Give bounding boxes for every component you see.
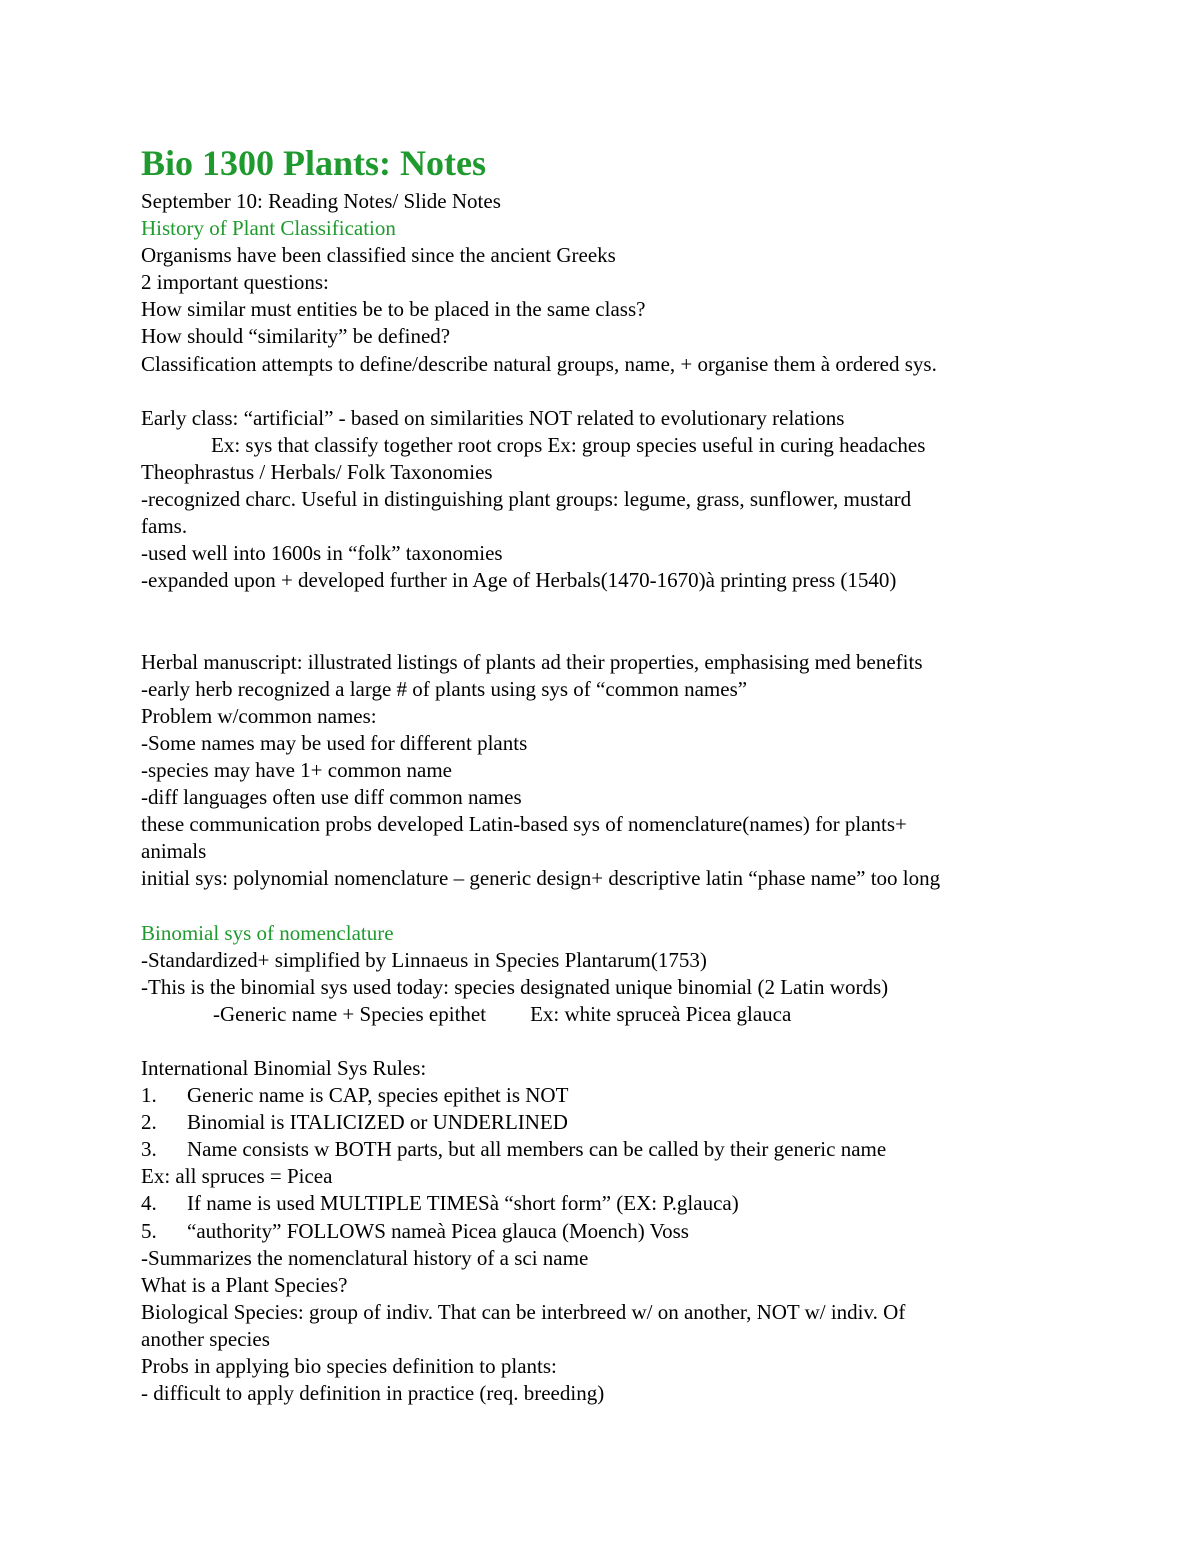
document-page	[141, 140, 1141, 1407]
text-line: Early class: “artificial” - based on similarities NOT related to evolutionary relations	[141, 405, 845, 430]
generic-name-note: -Generic name + Species epithet	[213, 1001, 487, 1026]
subtitle: September 10: Reading Notes/ Slide Notes	[141, 189, 501, 213]
text-line: - difficult to apply definition in practice (req. breeding)	[141, 1381, 605, 1406]
rule-number: 3.	[141, 1137, 157, 1162]
text-line: What is a Plant Species?	[141, 1272, 348, 1297]
rule-text: If name is used MULTIPLE TIMESà “short form” (EX: P.glauca)	[187, 1191, 739, 1216]
numbered-rule	[141, 1218, 1141, 1245]
text-line: -species may have 1+ common name	[141, 757, 452, 782]
numbered-rule	[141, 1082, 1141, 1109]
text-line: Herbal manuscript: illustrated listings of plants ad their properties, emphasising med benefits	[141, 649, 923, 674]
text-line: these communication probs developed Latin-based sys of nomenclature(names) for plants+	[141, 812, 907, 837]
page-title: Bio 1300 Plants: Notes	[141, 143, 486, 183]
text-line: How should “similarity” be defined?	[141, 324, 451, 349]
text-line: Probs in applying bio species definition to plants:	[141, 1354, 557, 1379]
indented-example-line: Ex: sys that classify together root crops Ex: group species useful in curing headaches	[211, 432, 926, 457]
text-line: another species	[141, 1326, 270, 1351]
text-line: Ex: all spruces = Picea	[141, 1164, 333, 1189]
section-heading-binomial: Binomial sys of nomenclature	[141, 920, 394, 945]
spacer	[141, 378, 1141, 405]
text-line: -diff languages often use diff common names	[141, 785, 522, 810]
spacer	[141, 622, 1141, 649]
rules-heading: International Binomial Sys Rules:	[141, 1056, 427, 1080]
text-line: Organisms have been classified since the ancient Greeks	[141, 243, 616, 268]
text-line: -Standardized+ simplified by Linnaeus in Species Plantarum(1753)	[141, 947, 707, 972]
spacer	[141, 1028, 1141, 1055]
rule-number: 4.	[141, 1191, 157, 1216]
indented-example-line	[141, 1001, 1141, 1028]
rule-text: “authority” FOLLOWS nameà Picea glauca (Moench) Voss	[187, 1218, 689, 1243]
spacer	[141, 594, 1141, 621]
rule-text: Name consists w BOTH parts, but all members can be called by their generic name	[187, 1137, 887, 1162]
rule-number: 2.	[141, 1110, 157, 1135]
text-line: Biological Species: group of indiv. That can be interbreed w/ on another, NOT w/ indiv. Of	[141, 1299, 906, 1324]
text-line: fams.	[141, 514, 188, 539]
section-heading-history: History of Plant Classification	[141, 216, 396, 241]
text-line: 2 important questions:	[141, 270, 329, 295]
white-spruce-example: Ex: white spruceà Picea glauca	[530, 1001, 792, 1026]
text-line: -Some names may be used for different plants	[141, 730, 528, 755]
text-line: -recognized charc. Useful in distinguishing plant groups: legume, grass, sunflower, mustard	[141, 487, 912, 512]
text-line: -This is the binomial sys used today: species designated unique binomial (2 Latin words)	[141, 974, 889, 999]
numbered-rule	[141, 1109, 1141, 1136]
rule-number: 5.	[141, 1218, 157, 1243]
numbered-rule	[141, 1136, 1141, 1163]
text-line: initial sys: polynomial nomenclature – generic design+ descriptive latin “phase name” too long	[141, 866, 941, 891]
text-line: -used well into 1600s in “folk” taxonomies	[141, 541, 503, 566]
rule-number: 1.	[141, 1083, 157, 1108]
text-line: Theophrastus / Herbals/ Folk Taxonomies	[141, 459, 493, 484]
text-line: animals	[141, 839, 207, 864]
text-line: Problem w/common names:	[141, 703, 377, 728]
text-line: -expanded upon + developed further in Age of Herbals(1470-1670)à printing press (1540)	[141, 568, 897, 593]
text-line: Classification attempts to define/describe natural groups, name, + organise them à ordered sys.	[141, 351, 937, 376]
rule-text: Binomial is ITALICIZED or UNDERLINED	[187, 1110, 568, 1135]
text-line: How similar must entities be to be placed in the same class?	[141, 297, 646, 322]
spacer	[141, 892, 1141, 919]
numbered-rule	[141, 1190, 1141, 1217]
text-line: -Summarizes the nomenclatural history of a sci name	[141, 1245, 589, 1270]
rule-text: Generic name is CAP, species epithet is NOT	[187, 1083, 569, 1108]
text-line: -early herb recognized a large # of plants using sys of “common names”	[141, 676, 748, 701]
